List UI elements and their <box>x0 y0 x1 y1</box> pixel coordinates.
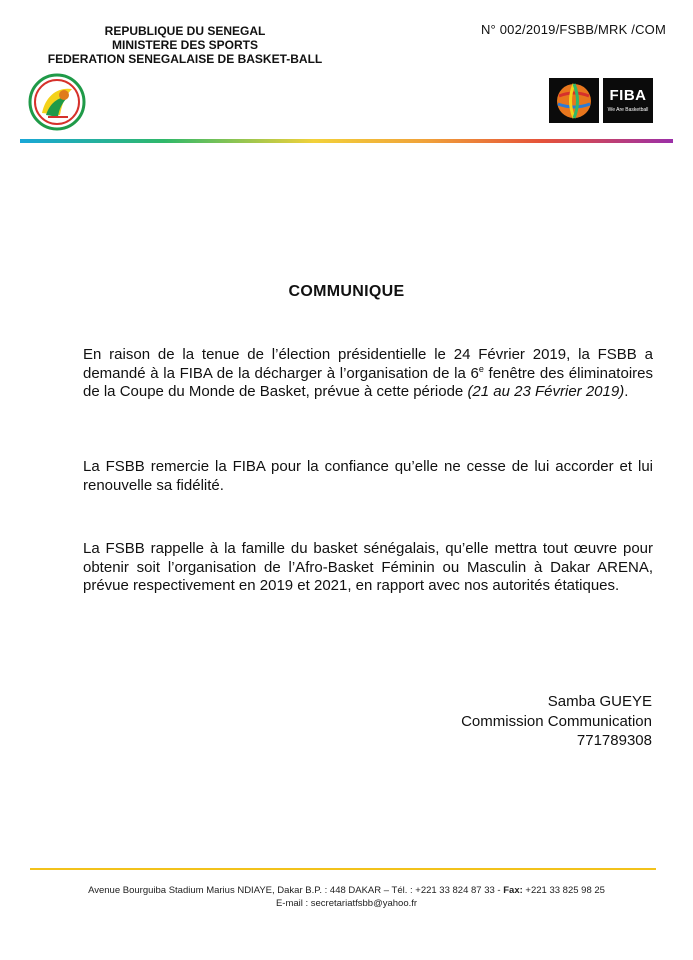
letterhead-organization <box>30 24 340 66</box>
signatory-name: Samba GUEYE <box>547 693 652 710</box>
ministry-name: MINISTERE DES SPORTS <box>111 38 259 52</box>
fiba-logo <box>549 78 653 123</box>
fiba-tagline: We Are Basketball <box>607 107 649 113</box>
footer-contact <box>0 884 693 910</box>
signatory-phone: 771789308 <box>576 732 652 749</box>
document-title: COMMUNIQUE <box>288 283 405 300</box>
footer-divider <box>30 868 656 870</box>
paragraph-election: En raison de la tenue de l’élection présidentielle le 24 Février 2019, la FSBB a demandé à la FIBA de la décharger à l’organisation de la 6e fenêtre des éliminatoires de la Coupe du Monde de Basket, prévue à cette période (21 au 23 Février 2019). <box>83 346 653 400</box>
paragraph-afrobasket: La FSBB rappelle à la famille du basket sénégalais, qu’elle mettra tout œuvre pour obtenir soit l’organisation de l’Afro-Basket Féminin ou Masculin à Dakar ARENA, prévue respectivement en 2019 et 2021, en rapport avec nos autorités étatiques. <box>83 540 653 594</box>
fiba-wordmark <box>603 78 653 123</box>
signature-block <box>461 692 652 751</box>
header-divider <box>20 139 673 143</box>
paragraph-thanks: La FSBB remercie la FIBA pour la confiance qu’elle ne cesse de lui accorder et lui renouvelle sa fidélité. <box>83 458 653 494</box>
federation-name: FEDERATION SENEGALAISE DE BASKET-BALL <box>47 52 323 66</box>
fiba-logo-text: FIBA <box>609 87 647 104</box>
signatory-role: Commission Communication <box>461 712 652 730</box>
footer-email: E-mail : secretariatfsbb@yahoo.fr <box>275 898 418 909</box>
country-name: REPUBLIQUE DU SENEGAL <box>104 24 266 38</box>
fsbb-logo-icon <box>28 73 86 131</box>
reference-number: N° 002/2019/FSBB/MRK /COM <box>480 22 666 37</box>
basketball-globe-icon <box>549 78 599 123</box>
footer-address: Avenue Bourguiba Stadium Marius NDIAYE, Dakar B.P. : 448 DAKAR – Tél. : +221 33 824 87 33 - Fax: +221 33 825 98 25 <box>88 885 605 896</box>
